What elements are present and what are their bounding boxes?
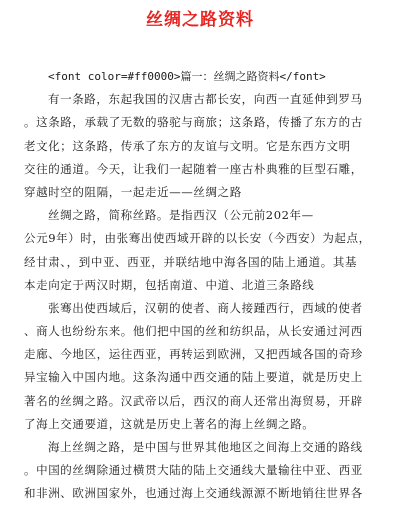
text-line: 丝绸之路，简称丝路。是指西汉（公元前202年— <box>48 208 314 223</box>
text-line: 和非洲、欧洲国家外，也通过海上交通线源源不断地销往世界各 <box>24 486 363 501</box>
text-line: 有一条路，东起我国的汉唐古都长安，向西一直延伸到罗马 <box>48 92 363 107</box>
text-line: 。中国的丝绸除通过横贯大陆的陆上交通线大量输往中亚、西亚 <box>24 463 363 478</box>
text-line: <font color=#ff0000>篇一：丝绸之路资料</font> <box>48 70 326 83</box>
text-line: 经甘肃、，到中亚、西亚，并联结地中海各国的陆上通道。其基 <box>24 254 358 269</box>
text-line: 异宝输入中国内地。这条沟通中西交通的陆上要道，就是历史上 <box>24 370 363 385</box>
document-body <box>24 65 380 506</box>
text-line: 走廊、今地区，运往西亚，再转运到欧洲，又把西域各国的奇珍 <box>24 347 363 362</box>
text-line: 老文化；这条路，传承了东方的友谊与文明。它是东西方文明 <box>24 138 351 153</box>
text-line: 公元9年）时，由张骞出使西域开辟的以长安（今西安）为起点， <box>24 231 371 246</box>
text-line: 著名的丝绸之路。汉武帝以后，西汉的商人还常出海贸易，开辟 <box>24 393 363 408</box>
text-line: 交往的通道。今天，让我们一起随着一座古朴典雅的巨型石雕， <box>24 161 363 176</box>
text-line: 张骞出使西域后，汉朝的使者、商人接踵西行，西域的使者 <box>48 300 363 315</box>
text-line: 海上丝绸之路，是中国与世界其他地区之间海上交通的路线 <box>48 440 363 454</box>
text-line: 了海上交通要道，这就是历史上著名的海上丝绸之路。 <box>24 416 315 431</box>
text-line: 本走向定于两汉时期，包括南道、中道、北道三条路线 <box>24 277 315 292</box>
document-title: 丝绸之路资料 <box>146 10 254 30</box>
text-line: 、商人也纷纷东来。他们把中国的丝和纺织品，从长安通过河西 <box>24 324 363 339</box>
text-line: 穿越时空的阻隔，一起走近——丝绸之路 <box>24 184 242 199</box>
text-line: 。这条路，承载了无数的骆驼与商旅；这条路，传播了东方的古 <box>24 115 363 130</box>
